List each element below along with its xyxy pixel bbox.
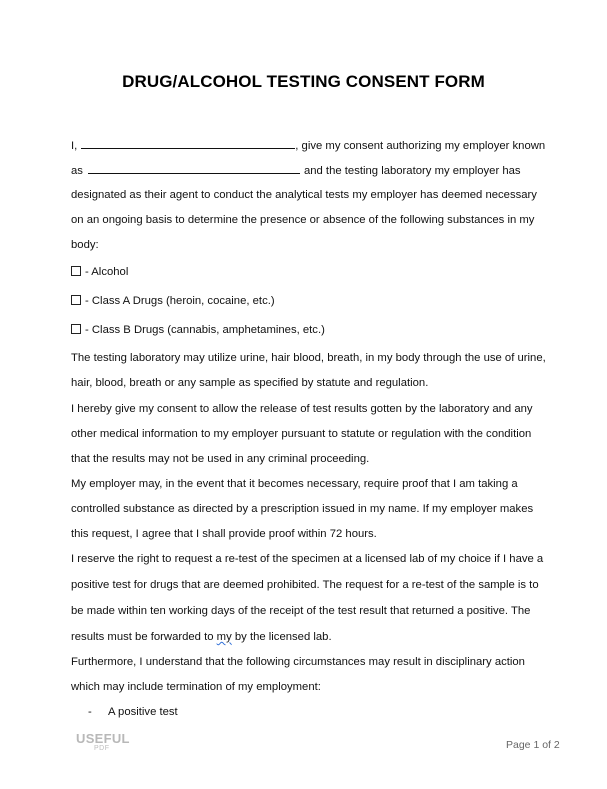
spelling-marked-word: my xyxy=(216,631,232,643)
alcohol-label: - Alcohol xyxy=(85,266,129,278)
furthermore-line-1: Furthermore, I understand that the following circumstances may result in disciplinary action xyxy=(71,656,525,668)
release-paragraph-line-1: I hereby give my consent to allow the release of test results gotten by the laboratory and any xyxy=(71,403,533,415)
class-a-checkbox[interactable] xyxy=(71,295,81,305)
name-blank[interactable] xyxy=(81,138,295,149)
employer-blank[interactable] xyxy=(88,163,300,174)
consent-line-3: designated as their agent to conduct the analytical tests my employer has deemed necessary xyxy=(71,189,537,201)
logo-subtitle: PDF xyxy=(94,745,110,752)
logo-wordmark: USEFUL xyxy=(76,731,130,746)
retest-paragraph-line-2: positive test for drugs that are deemed prohibited. The request for a re-test of the sample is to xyxy=(71,579,539,591)
proof-paragraph-line-2: controlled substance as directed by a prescription issued in my name. If my employer makes xyxy=(71,503,534,515)
retest-paragraph-line-3: be made within ten working days of the receipt of the test result that returned a positive. The xyxy=(71,605,531,617)
consent-line-1 xyxy=(71,138,545,153)
consent-line-4: on an ongoing basis to determine the presence or absence of the following substances in my xyxy=(71,214,535,226)
lab-paragraph-line-2: hair, blood, breath or any sample as specified by statute and regulation. xyxy=(71,377,429,389)
furthermore-line-2: which may include termination of my employment: xyxy=(71,681,321,693)
class-a-label: - Class A Drugs (heroin, cocaine, etc.) xyxy=(85,295,275,307)
consent-after-name: , give my consent authorizing my employer known xyxy=(295,140,546,152)
retest-line-4-after: by the licensed lab. xyxy=(234,631,332,643)
consent-prefix: I, xyxy=(71,140,78,152)
lab-paragraph-line-1: The testing laboratory may utilize urine, hair blood, breath, in my body through the use of urine, xyxy=(71,352,546,364)
form-title: DRUG/ALCOHOL TESTING CONSENT FORM xyxy=(122,72,485,91)
release-paragraph-line-3: that the results may not be used in any criminal proceeding. xyxy=(71,453,370,465)
retest-line-4-before: results must be forwarded to xyxy=(71,631,214,643)
checklist-item-class-a xyxy=(71,294,275,308)
bullet-item-positive-test xyxy=(71,705,178,719)
alcohol-checkbox[interactable] xyxy=(71,266,81,276)
consent-line-2 xyxy=(71,163,521,178)
bullet-marker: - xyxy=(88,706,92,718)
proof-paragraph-line-1: My employer may, in the event that it becomes necessary, require proof that I am taking a xyxy=(71,478,518,490)
retest-paragraph-line-1: I reserve the right to request a re-test of the specimen at a licensed lab of my choice if I have a xyxy=(71,553,544,565)
class-b-checkbox[interactable] xyxy=(71,324,81,334)
page-number: Page 1 of 2 xyxy=(506,739,560,751)
release-paragraph-line-2: other medical information to my employer pursuant to statute or regulation with the condition xyxy=(71,428,532,440)
retest-paragraph-line-4 xyxy=(71,630,332,644)
proof-paragraph-line-3: this request, I agree that I shall provide proof within 72 hours. xyxy=(71,528,377,540)
consent-after-employer: and the testing laboratory my employer has xyxy=(303,165,521,177)
consent-as: as xyxy=(71,165,83,177)
checklist-item-alcohol xyxy=(71,265,128,279)
class-b-label: - Class B Drugs (cannabis, amphetamines, etc.) xyxy=(85,324,325,336)
bullet-text: A positive test xyxy=(108,706,178,718)
usefulpdf-logo xyxy=(76,731,130,757)
checklist-item-class-b xyxy=(71,323,325,337)
consent-line-5: body: xyxy=(71,239,99,251)
